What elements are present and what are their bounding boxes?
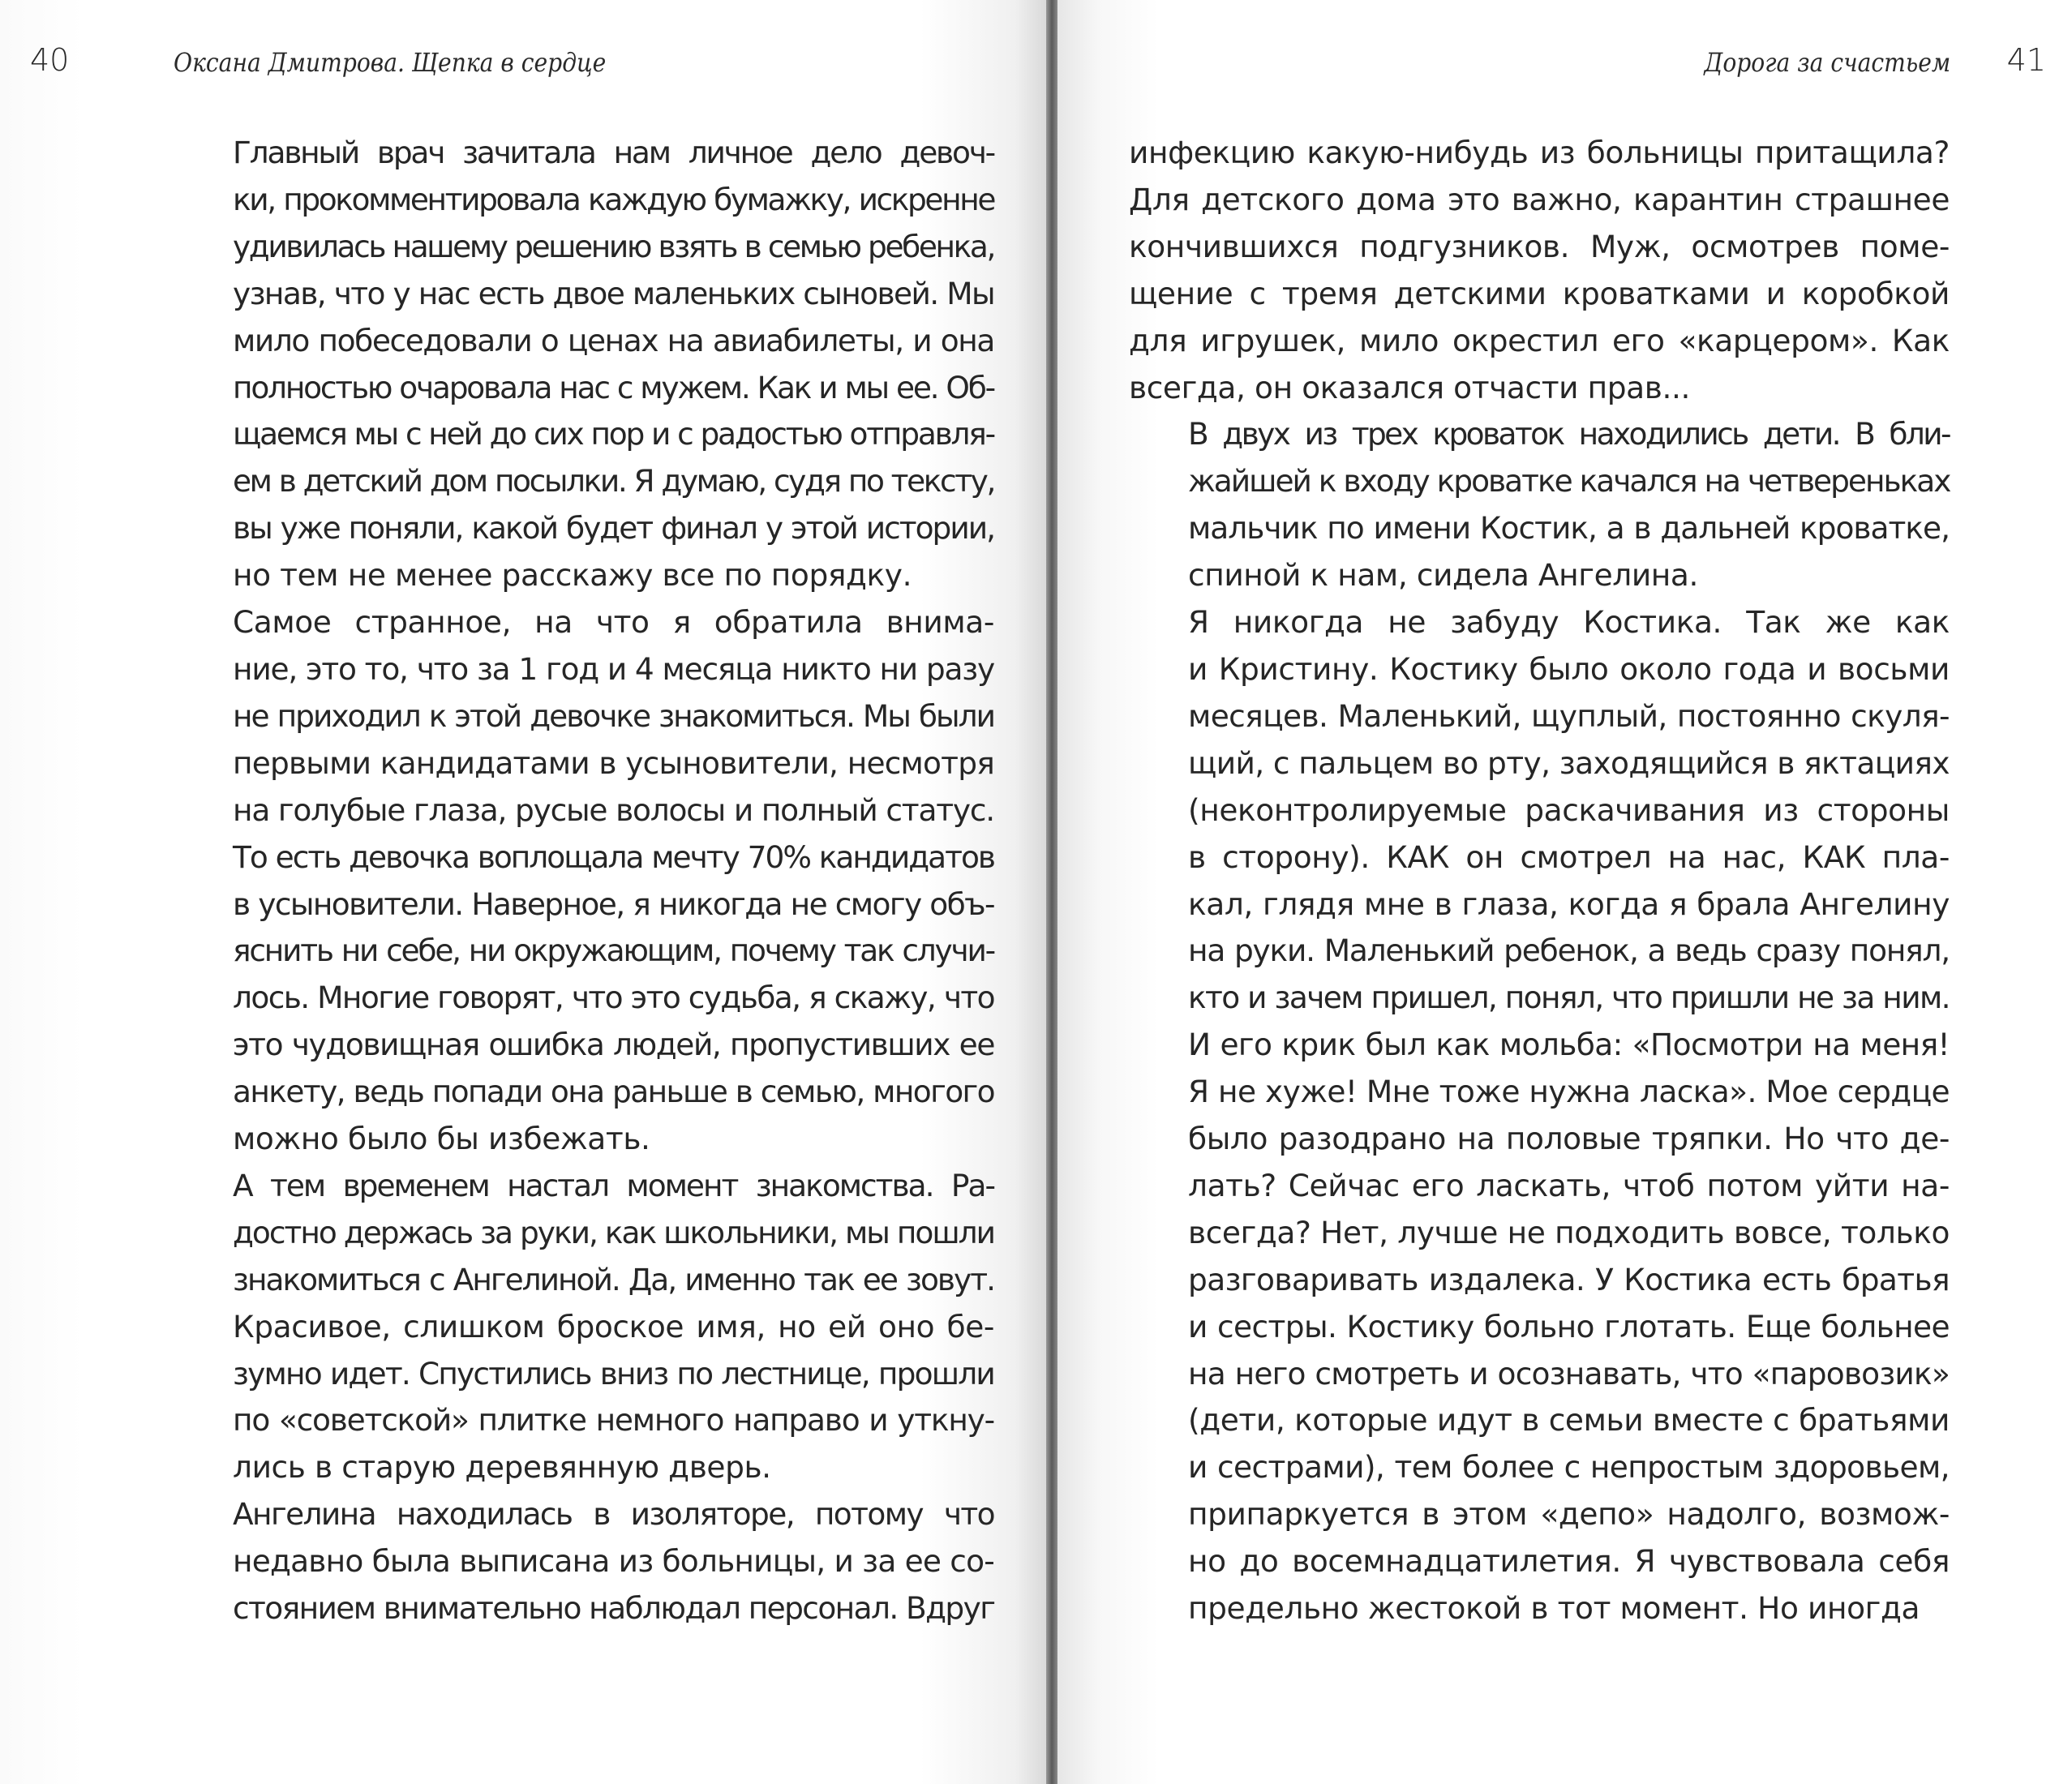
- text-line: щение с тремя детскими кроватками и коробкой: [1129, 275, 1950, 311]
- text-line: лать? Сейчас его ласкать, чтоб потом уйти на-: [1188, 1167, 1950, 1203]
- text-line: не приходил к этой девочке знакомиться. Мы были: [233, 697, 994, 734]
- text-line: кал, глядя мне в глаза, когда я брала Ангелину: [1188, 886, 1950, 922]
- text-line: по «советской» плитке немного направо и уткну-: [233, 1402, 994, 1439]
- text-line: лось. Многие говорят, что это судьба, я скажу, что: [233, 980, 994, 1016]
- text-line: ние, это то, что за 1 год и 4 месяца никто ни разу: [233, 650, 994, 687]
- text-line: было разодрано на половые тряпки. Но что де-: [1188, 1121, 1950, 1157]
- text-line: месяцев. Маленький, щуплый, постоянно скуля-: [1188, 697, 1950, 734]
- text-line: зумно идет. Спустились вниз по лестнице, прошли: [233, 1355, 994, 1392]
- text-line: всегда? Нет, лучше не подходить вовсе, только: [1188, 1214, 1950, 1250]
- text-line: Главный врач зачитала нам личное дело девоч-: [233, 135, 994, 170]
- text-line: (неконтролируемые раскачивания из стороны: [1188, 791, 1950, 828]
- text-line: жайшей к входу кроватке качался на четвереньках: [1188, 463, 1950, 500]
- text-line: ки, прокомментировала каждую бумажку, искренне: [233, 181, 994, 217]
- text-line: Я не хуже! Мне тоже нужна ласка». Мое сердце: [1188, 1074, 1950, 1110]
- text-line: узнав, что у нас есть двое маленьких сыновей. Мы: [233, 275, 994, 311]
- text-line: ем в детский дом посылки. Я думаю, судя по тексту,: [233, 463, 994, 500]
- left-page-body: [174, 130, 994, 1632]
- text-line: для игрушек, мило окрестил его «карцером». Как: [1129, 322, 1950, 358]
- text-line: щаемся мы с ней до сих пор и с радостью отправля-: [233, 416, 994, 452]
- text-line: знакомиться с Ангелиной. Да, именно так ее зовут.: [233, 1261, 994, 1297]
- text-line: разговаривать издалека. У Костика есть братья: [1188, 1261, 1950, 1297]
- text-line: полностью очаровала нас с мужем. Как и мы ее. Об-: [233, 369, 994, 405]
- text-line: анкету, ведь попади она раньше в семью, многого: [233, 1074, 994, 1110]
- text-line: всегда, он оказался отчасти прав...: [1129, 369, 1691, 405]
- text-line: но до восемнадцатилетия. Я чувствовала себя: [1188, 1543, 1950, 1580]
- text-line: Ангелина находилась в изоляторе, потому что: [233, 1496, 994, 1533]
- page-number-left: 40: [30, 42, 70, 78]
- paragraph: [1129, 130, 1950, 411]
- running-head-right: Дорога за счастьем: [1704, 47, 1950, 78]
- text-line: (дети, которые идут в семьи вместе с братьями: [1188, 1402, 1950, 1439]
- text-line: лись в старую деревянную дверь.: [233, 1449, 771, 1486]
- text-line: припаркуется в этом «депо» надолго, возмож-: [1188, 1496, 1950, 1533]
- paragraph: [174, 1163, 994, 1491]
- paragraph: [174, 599, 994, 1163]
- text-line: это чудовищная ошибка людей, пропустивших ее: [233, 1027, 994, 1063]
- text-line: стоянием внимательно наблюдал персонал. Вдруг: [233, 1590, 995, 1627]
- text-line: на него смотреть и осознавать, что «паровозик»: [1188, 1355, 1950, 1392]
- running-head-left: Оксана Дмитрова. Щепка в сердце: [174, 47, 607, 78]
- text-line: То есть девочка воплощала мечту 70% кандидатов: [233, 838, 994, 875]
- text-line: и Кристину. Костику было около года и восьми: [1188, 650, 1950, 687]
- text-line: щий, с пальцем во рту, заходящийся в яктациях: [1188, 744, 1950, 781]
- text-line: достно держась за руки, как школьники, мы пошли: [233, 1214, 994, 1250]
- text-line: в усыновители. Наверное, я никогда не смогу объ-: [233, 886, 994, 922]
- text-line: А тем временем настал момент знакомства. Ра-: [233, 1167, 994, 1203]
- right-page: [1057, 0, 2072, 1784]
- text-line: на руки. Маленький ребенок, а ведь сразу понял,: [1188, 933, 1950, 969]
- text-line: предельно жестокой в тот момент. Но иногда: [1188, 1590, 1920, 1627]
- page-number-right: 41: [2006, 42, 2046, 78]
- text-line: и сестрами), тем более с непростым здоровьем,: [1188, 1449, 1950, 1486]
- text-line: инфекцию какую-нибудь из больницы притащила?: [1129, 135, 1950, 170]
- text-line: и сестры. Костику больно глотать. Еще больнее: [1188, 1308, 1950, 1344]
- paragraph: [174, 130, 994, 599]
- text-line: Я никогда не забуду Костика. Так же как: [1188, 604, 1950, 641]
- book-gutter: [1046, 0, 1057, 1784]
- paragraph: [174, 1491, 994, 1632]
- text-line: Для детского дома это важно, карантин страшнее: [1129, 181, 1950, 217]
- text-line: недавно была выписана из больницы, и за ее со-: [233, 1543, 994, 1580]
- paragraph: [1129, 411, 1950, 599]
- text-line: на голубые глаза, русые волосы и полный статус.: [233, 791, 994, 828]
- text-line: кончившихся подгузников. Муж, осмотрев поме-: [1129, 228, 1950, 264]
- text-line: в сторону). КАК он смотрел на нас, КАК пла-: [1188, 838, 1950, 875]
- text-line: В двух из трех кроваток находились дети. В бли-: [1188, 416, 1950, 452]
- right-page-body: [1129, 130, 1950, 1632]
- text-line: но тем не менее расскажу все по порядку.: [233, 557, 912, 594]
- text-line: Самое странное, на что я обратила внима-: [233, 604, 994, 641]
- text-line: Красивое, слишком броское имя, но ей оно бе-: [233, 1308, 994, 1344]
- paragraph: [1129, 599, 1950, 1632]
- text-line: мило побеседовали о ценах на авиабилеты, и она: [233, 322, 994, 358]
- text-line: мальчик по имени Костик, а в дальней кроватке,: [1188, 510, 1950, 547]
- text-line: спиной к нам, сидела Ангелина.: [1188, 557, 1699, 594]
- text-line: удивилась нашему решению взять в семью ребенка,: [233, 228, 994, 264]
- text-line: первыми кандидатами в усыновители, несмотря: [233, 744, 994, 781]
- text-line: кто и зачем пришел, понял, что пришли не за ним.: [1188, 980, 1950, 1016]
- text-line: вы уже поняли, какой будет финал у этой истории,: [233, 510, 994, 547]
- text-line: яснить ни себе, ни окружающим, почему так случи-: [233, 933, 994, 969]
- text-line: можно было бы избежать.: [233, 1121, 650, 1157]
- text-line: И его крик был как мольба: «Посмотри на меня!: [1188, 1027, 1950, 1063]
